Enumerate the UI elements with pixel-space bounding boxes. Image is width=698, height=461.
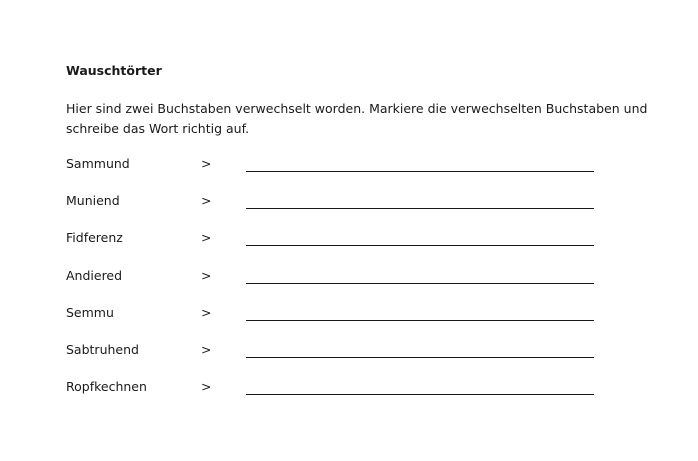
answer-line[interactable] — [246, 171, 594, 172]
instructions-line: schreibe das Wort richtig auf. — [66, 121, 250, 136]
exercise-row — [66, 304, 606, 341]
exercise-row — [66, 267, 606, 304]
answer-line[interactable] — [246, 283, 594, 284]
answer-line[interactable] — [246, 245, 594, 246]
arrow-symbol: > — [201, 156, 212, 171]
scrambled-word: Fidferenz — [66, 230, 123, 246]
scrambled-word: Sabtruhend — [66, 341, 139, 357]
scrambled-word: Sammund — [66, 156, 130, 171]
exercise-row — [66, 155, 606, 192]
scrambled-word: Ropfkechnen — [66, 379, 147, 395]
answer-line[interactable] — [246, 208, 594, 209]
arrow-symbol: > — [201, 193, 212, 209]
worksheet-title: Wauschtörter — [66, 63, 162, 78]
instructions-paragraph — [66, 99, 666, 139]
arrow-symbol: > — [201, 230, 212, 246]
arrow-symbol: > — [201, 341, 212, 357]
exercise-row — [66, 341, 606, 378]
exercise-row — [66, 229, 606, 266]
scrambled-word: Semmu — [66, 304, 114, 320]
arrow-symbol: > — [201, 379, 212, 395]
answer-line[interactable] — [246, 357, 594, 358]
arrow-symbol: > — [201, 267, 212, 283]
answer-line[interactable] — [246, 320, 594, 321]
scrambled-word: Andiered — [66, 267, 123, 283]
answer-line[interactable] — [246, 394, 594, 395]
arrow-symbol: > — [201, 304, 212, 320]
instructions-line: Hier sind zwei Buchstaben verwechselt worden. Markiere die verwechselten Buchstaben und — [66, 101, 648, 116]
exercise-list — [66, 155, 606, 415]
scrambled-word: Muniend — [66, 193, 120, 209]
exercise-row — [66, 192, 606, 229]
exercise-row — [66, 378, 606, 415]
